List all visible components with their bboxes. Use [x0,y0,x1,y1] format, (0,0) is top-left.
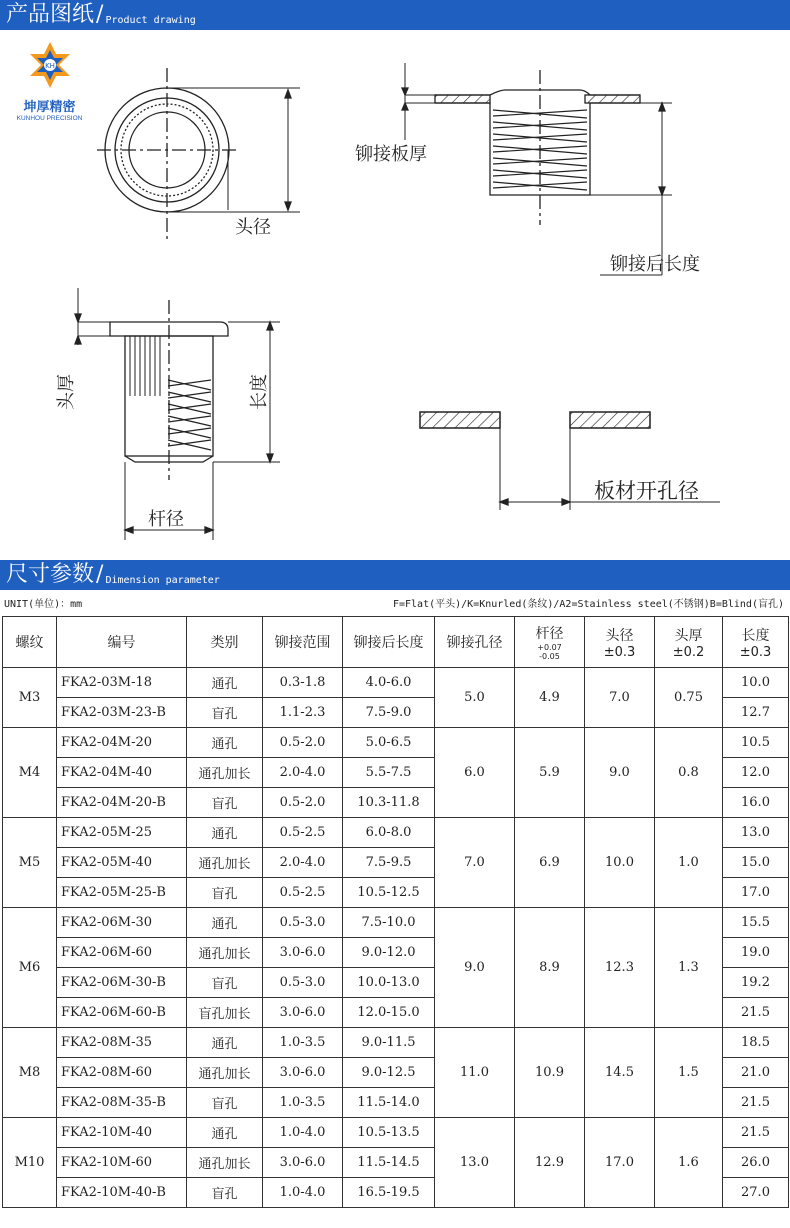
cell-range: 2.0-4.0 [263,848,343,878]
cell-code: FKA2-03M-23-B [57,698,187,728]
label-plate-hole-diameter: 板材开孔径 [594,479,699,503]
cell-type: 通孔 [187,728,263,758]
cell-code: FKA2-08M-35-B [57,1088,187,1118]
cell-head-thick: 1.3 [655,908,723,1028]
cell-thread: M4 [3,728,57,818]
header-length-after: 铆接后长度 [343,617,435,668]
table-row [3,1118,789,1148]
cell-length: 15.5 [723,908,789,938]
cell-range: 0.5-2.5 [263,818,343,848]
cell-range: 1.0-4.0 [263,1118,343,1148]
section-divider: / [96,562,104,587]
cell-head-thick: 1.5 [655,1028,723,1118]
cell-shank: 8.9 [515,908,585,1028]
cell-code: FKA2-10M-40-B [57,1178,187,1208]
table-row [3,668,789,698]
brand-name: 坤厚精密 [23,100,76,115]
cell-length-after: 9.0-12.0 [343,938,435,968]
cell-length-after: 9.0-12.5 [343,1058,435,1088]
cell-code: FKA2-06M-60 [57,938,187,968]
cell-head-thick: 1.0 [655,818,723,908]
header-head-thick [655,617,723,668]
section-divider: / [96,2,104,27]
cell-range: 0.5-2.0 [263,728,343,758]
label-plate-thickness: 铆接板厚 [355,144,427,165]
table-body [3,668,789,1208]
cell-head-dia: 7.0 [585,668,655,728]
cell-range: 0.3-1.8 [263,668,343,698]
cell-range: 0.5-2.0 [263,788,343,818]
cell-code: FKA2-06M-30 [57,908,187,938]
cell-head-thick: 0.8 [655,728,723,818]
cell-code: FKA2-10M-40 [57,1118,187,1148]
cell-head-thick: 0.75 [655,668,723,728]
cell-length: 12.0 [723,758,789,788]
header-shank-label: 杆径 [535,626,564,642]
header-len-tol: ±0.3 [739,644,772,660]
cell-length: 17.0 [723,878,789,908]
cell-length: 21.0 [723,1058,789,1088]
cell-length: 27.0 [723,1178,789,1208]
cell-code: FKA2-05M-25-B [57,878,187,908]
cell-type: 通孔 [187,668,263,698]
cell-length-after: 16.5-19.5 [343,1178,435,1208]
cell-range: 3.0-6.0 [263,938,343,968]
cell-length: 19.2 [723,968,789,998]
cell-length-after: 11.5-14.0 [343,1088,435,1118]
cell-shank: 10.9 [515,1028,585,1118]
cell-shank: 4.9 [515,668,585,728]
cell-length-after: 12.0-15.0 [343,998,435,1028]
cell-code: FKA2-04M-20 [57,728,187,758]
cell-type: 通孔加长 [187,1148,263,1178]
cell-length-after: 7.5-9.5 [343,848,435,878]
cell-head-dia: 14.5 [585,1028,655,1118]
cell-type: 盲孔 [187,788,263,818]
header-len-label: 长度 [741,627,770,644]
cell-head-dia: 17.0 [585,1118,655,1208]
header-head-tol: ±0.3 [603,644,636,660]
header-thick-tol: ±0.2 [672,644,705,660]
cell-thread: M6 [3,908,57,1028]
header-hole: 铆接孔径 [435,617,515,668]
cell-type: 盲孔 [187,878,263,908]
cell-code: FKA2-04M-40 [57,758,187,788]
cell-head-dia: 10.0 [585,818,655,908]
cell-code: FKA2-08M-35 [57,1028,187,1058]
cell-length-after: 5.5-7.5 [343,758,435,788]
section-title-zh: 产品图纸 [6,2,95,27]
cell-length-after: 10.0-13.0 [343,968,435,998]
cell-length-after: 7.5-9.0 [343,698,435,728]
cell-length: 10.5 [723,728,789,758]
cell-range: 1.1-2.3 [263,698,343,728]
cell-hole: 7.0 [435,818,515,908]
header-shank-tol-plus: +0.07 [537,643,562,652]
cell-type: 通孔 [187,908,263,938]
header-head-dia [585,617,655,668]
label-shank-diameter: 杆径 [148,509,184,530]
section-title-en: Product drawing [105,15,196,26]
cell-type: 通孔 [187,1028,263,1058]
cell-shank: 12.9 [515,1118,585,1208]
header-head-label: 头径 [605,627,634,644]
side-view-drawing [75,288,280,540]
installed-view-drawing [402,63,672,275]
cell-length-after: 5.0-6.5 [343,728,435,758]
cell-type: 通孔加长 [187,848,263,878]
cell-type: 盲孔 [187,698,263,728]
cell-code: FKA2-06M-60-B [57,998,187,1028]
table-row [3,728,789,758]
cell-length-after: 10.5-13.5 [343,1118,435,1148]
cell-hole: 9.0 [435,908,515,1028]
header-type: 类别 [187,617,263,668]
cell-code: FKA2-08M-60 [57,1058,187,1088]
cell-shank: 6.9 [515,818,585,908]
cell-length: 21.5 [723,1118,789,1148]
cell-range: 1.0-3.5 [263,1028,343,1058]
cell-length: 21.5 [723,1088,789,1118]
cell-length: 18.5 [723,1028,789,1058]
table-header-row [3,617,789,668]
cell-head-thick: 1.6 [655,1118,723,1208]
cell-length-after: 4.0-6.0 [343,668,435,698]
label-length: 长度 [249,374,270,410]
cell-range: 0.5-3.0 [263,968,343,998]
table-row [3,1028,789,1058]
section-title-en: Dimension parameter [105,575,220,586]
cell-hole: 13.0 [435,1118,515,1208]
cell-type: 盲孔加长 [187,998,263,1028]
cell-range: 0.5-2.5 [263,878,343,908]
cell-code: FKA2-06M-30-B [57,968,187,998]
cell-range: 1.0-4.0 [263,1178,343,1208]
cell-range: 1.0-3.5 [263,1088,343,1118]
cell-length-after: 6.0-8.0 [343,818,435,848]
cell-length: 19.0 [723,938,789,968]
brand-subtitle: KUNHOU PRECISION [16,115,83,122]
cell-code: FKA2-04M-20-B [57,788,187,818]
cell-type: 通孔加长 [187,1058,263,1088]
cell-hole: 11.0 [435,1028,515,1118]
cell-range: 3.0-6.0 [263,1058,343,1088]
cell-range: 2.0-4.0 [263,758,343,788]
svg-text:KH: KH [44,62,55,70]
cell-type: 通孔加长 [187,938,263,968]
cell-length-after: 11.5-14.5 [343,1148,435,1178]
cell-thread: M8 [3,1028,57,1118]
cell-shank: 5.9 [515,728,585,818]
header-thick-label: 头厚 [674,627,703,644]
cell-length-after: 9.0-11.5 [343,1028,435,1058]
header-shank-tol-minus: -0.05 [539,652,560,661]
cell-length-after: 10.3-11.8 [343,788,435,818]
header-range: 铆接范围 [263,617,343,668]
cell-thread: M3 [3,668,57,728]
cell-head-dia: 12.3 [585,908,655,1028]
dimension-table [2,616,789,1208]
cell-hole: 5.0 [435,668,515,728]
cell-head-dia: 9.0 [585,728,655,818]
unit-text: UNIT(单位)：mm [4,599,83,610]
table-row [3,908,789,938]
header-thread: 螺纹 [3,617,57,668]
cell-type: 盲孔 [187,1178,263,1208]
cell-length: 12.7 [723,698,789,728]
section-header-drawing [0,0,790,30]
cell-length: 10.0 [723,668,789,698]
header-shank [515,617,585,668]
cell-length: 16.0 [723,788,789,818]
unit-legend-line [4,595,784,610]
cell-type: 通孔 [187,818,263,848]
cell-type: 通孔加长 [187,758,263,788]
header-length [723,617,789,668]
section-header-dimensions [0,560,790,590]
cell-thread: M10 [3,1118,57,1208]
cell-type: 盲孔 [187,1088,263,1118]
cell-range: 3.0-6.0 [263,998,343,1028]
cell-code: FKA2-03M-18 [57,668,187,698]
label-head-thickness: 头厚 [56,374,77,410]
legend-text: F=Flat(平头)/K=Knurled(条纹)/A2=Stainless steel(不锈钢)B=Blind(盲孔) [392,599,784,610]
cell-code: FKA2-05M-40 [57,848,187,878]
cell-code: FKA2-10M-60 [57,1148,187,1178]
cell-thread: M5 [3,818,57,908]
cell-hole: 6.0 [435,728,515,818]
cell-type: 盲孔 [187,968,263,998]
cell-code: FKA2-05M-25 [57,818,187,848]
section-title-zh: 尺寸参数 [6,562,95,587]
cell-range: 3.0-6.0 [263,1148,343,1178]
cell-length: 26.0 [723,1148,789,1178]
cell-type: 通孔 [187,1118,263,1148]
cell-length: 13.0 [723,818,789,848]
table-row [3,818,789,848]
cell-length-after: 10.5-12.5 [343,878,435,908]
cell-length: 15.0 [723,848,789,878]
cell-length: 21.5 [723,998,789,1028]
cell-length-after: 7.5-10.0 [343,908,435,938]
label-head-diameter: 头径 [235,217,271,238]
cell-range: 0.5-3.0 [263,908,343,938]
header-code: 编号 [57,617,187,668]
label-length-after-riveting: 铆接后长度 [610,254,700,275]
